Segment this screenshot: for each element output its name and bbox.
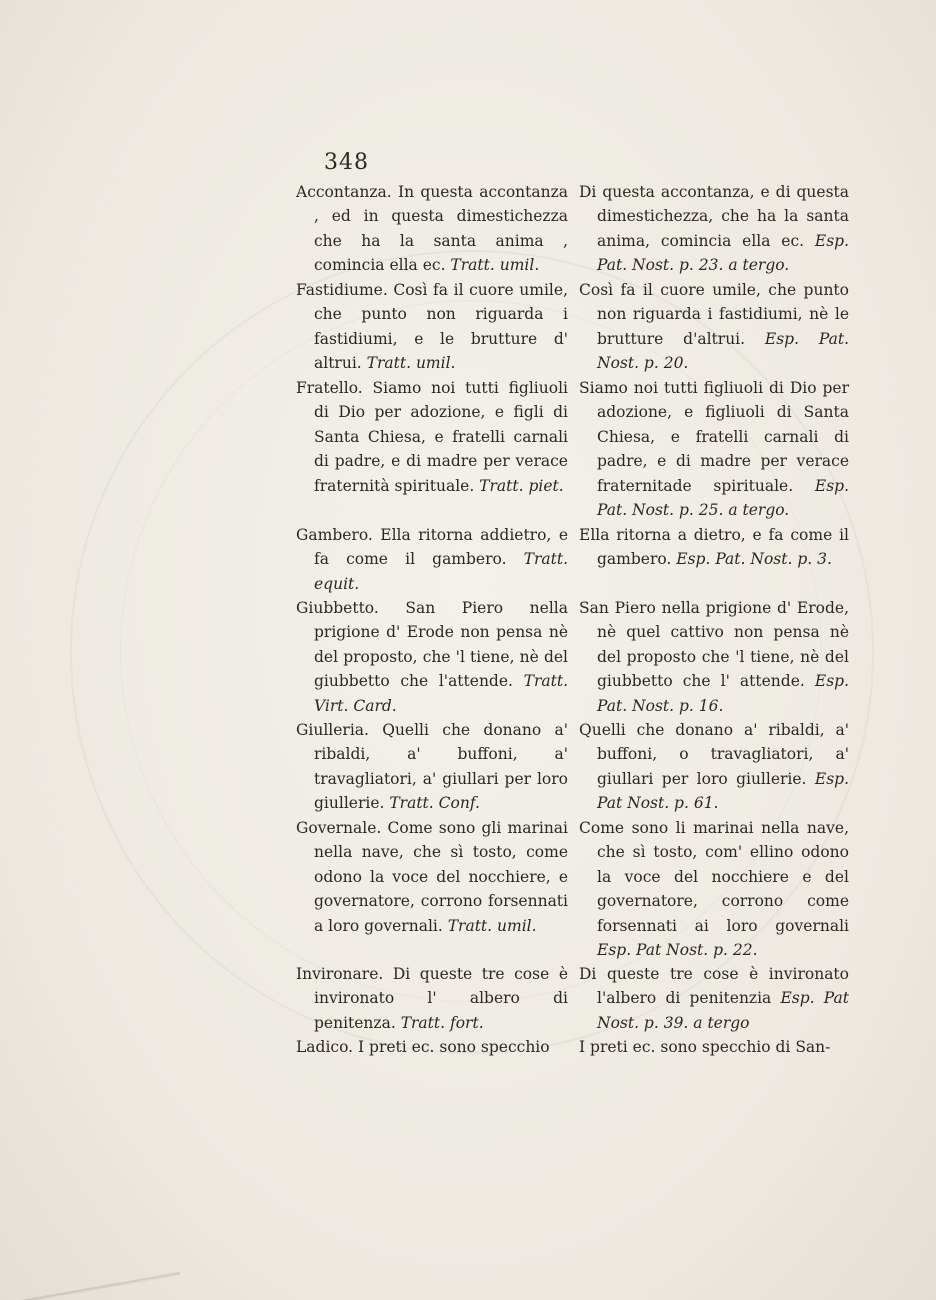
left-entry: Giubbetto. San Piero nella prigione d' Erode non pensa nè del proposto, che 'l tiene, nè del giubbetto che l'attende. Tratt. Virt. Card. <box>296 599 568 715</box>
right-entry: Siamo noi tutti figliuoli di Dio per adozione, e figliuoli di Santa Chiesa, e fratelli carnali di padre, e di madre per verace fraternitade spirituale. Esp. Pat. Nost. p. 25. a tergo. <box>579 379 849 520</box>
right-entry: Così fa il cuore umile, che punto non riguarda i fastidiumi, nè le brutture d'altrui. Esp. Pat. Nost. p. 20. <box>579 281 849 373</box>
left-entry: Fratello. Siamo noi tutti figliuoli di Dio per adozione, e figli di Santa Chiesa, e fratelli carnali di padre, e di madre per verace fraternità spirituale. Tratt. piet. <box>296 379 568 495</box>
left-entry: Invironare. Di queste tre cose è invironato l' albero di penitenza. Tratt. fort. <box>296 965 568 1032</box>
left-entry: Governale. Come sono gli marinai nella nave, che sì tosto, come odono la voce del nocchiere, e governatore, corrono forsennati a loro governali. Tratt. umil. <box>296 819 568 935</box>
left-column <box>296 180 568 1059</box>
page-number: 348 <box>324 150 369 175</box>
left-entry: Ladico. I preti ec. sono specchio <box>296 1038 550 1056</box>
right-column <box>579 180 849 1059</box>
right-entry: San Piero nella prigione d' Erode, nè quel cattivo non pensa nè del proposto che 'l tiene, nè del giubbetto che l' attende. Esp. Pat. Nost. p. 16. <box>579 599 849 715</box>
right-entry: Ella ritorna a dietro, e fa come il gambero. Esp. Pat. Nost. p. 3. <box>579 526 849 569</box>
left-entry: Giulleria. Quelli che donano a' ribaldi, a' buffoni, a' travagliatori, a' giullari per loro giullerie. Tratt. Conf. <box>296 721 568 813</box>
right-entry: Di questa accontanza, e di questa dimestichezza, che ha la santa anima, comincia ella ec. Esp. Pat. Nost. p. 23. a tergo. <box>579 183 849 275</box>
right-entry: Quelli che donano a' ribaldi, a' buffoni, o travagliatori, a' giullari per loro giullerie. Esp. Pat Nost. p. 61. <box>579 721 849 813</box>
page-edge-shadow <box>0 1260 180 1300</box>
right-entry: Di queste tre cose è invironato l'albero di penitenzia Esp. Pat Nost. p. 39. a tergo <box>579 965 849 1032</box>
right-entry: Come sono li marinai nella nave, che sì tosto, com' ellino odono la voce del nocchiere e del governatore, corrono come forsennati ai loro governali Esp. Pat Nost. p. 22. <box>579 819 849 960</box>
left-entry: Accontanza. In questa accontanza , ed in questa dimestichezza che ha la santa anima , comincia ella ec. Tratt. umil. <box>296 183 568 275</box>
left-entry: Gambero. Ella ritorna addietro, e fa come il gambero. Tratt. equit. <box>296 526 568 593</box>
left-entry: Fastidiume. Così fa il cuore umile, che punto non riguarda i fastidiumi, e le brutture d' altrui. Tratt. umil. <box>296 281 568 373</box>
right-entry: I preti ec. sono specchio di San- <box>579 1038 831 1056</box>
